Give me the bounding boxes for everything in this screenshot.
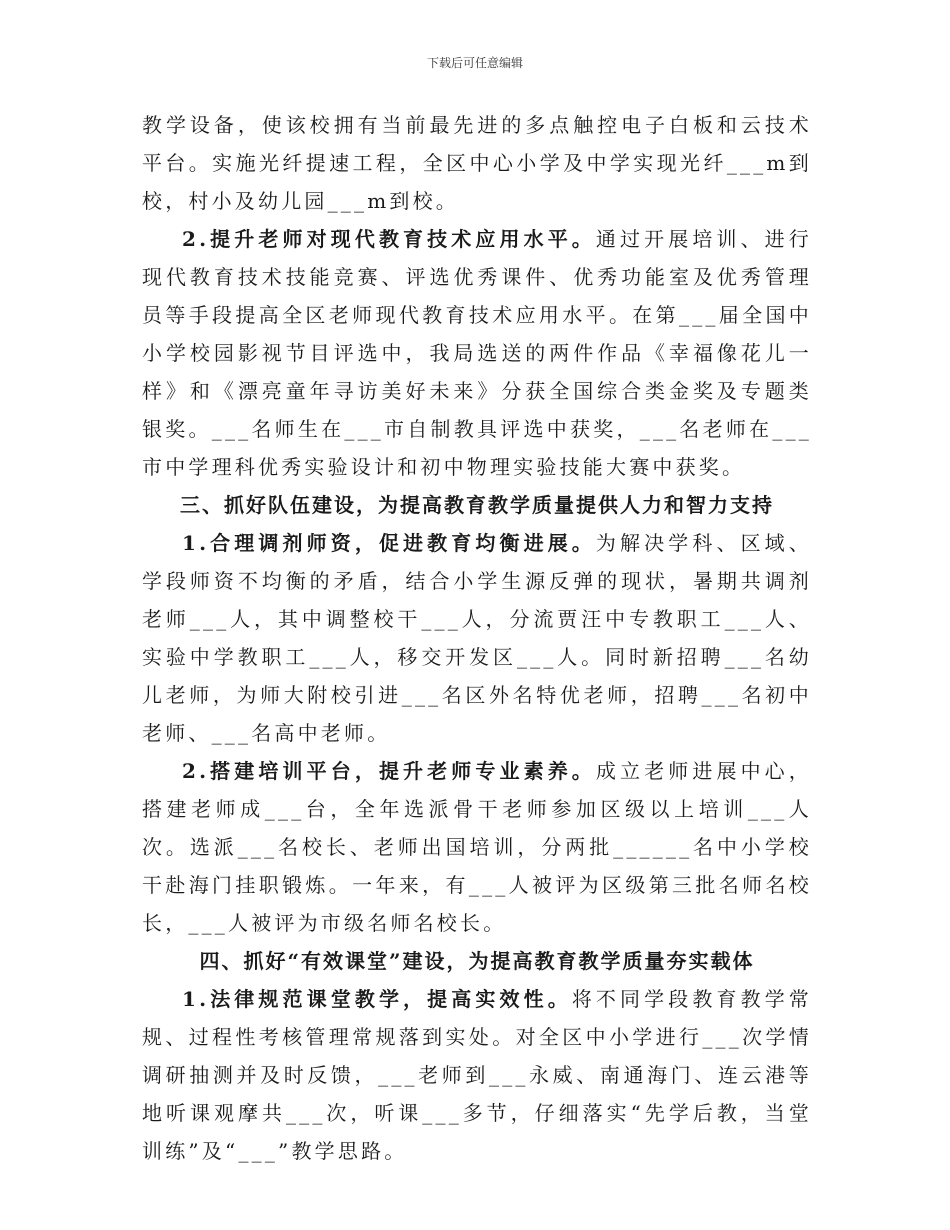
paragraph-classroom-title: 1.法律规范课堂教学，提高实效性。 [182, 987, 572, 1011]
paragraph-training [142, 752, 812, 942]
paragraph-classroom-text: 将不同学段教育教学常规、过程性考核管理常规落到实处。对全区中小学进行___次学情调研抽测并及时反馈，___老师到___永威、南通海门、连云港等地听课观摩共___次，听课___多节，仔细落实“先学后教，当堂训练”及“___”教学思路。 [142, 987, 813, 1163]
paragraph-teachers-text: 为解决学科、区域、学段师资不均衡的矛盾，结合小学生源反弹的现状，暑期共调剂老师___人，其中调整校干___人，分流贾汪中专教职工___人、实验中学教职工___人，移交开发区___人。同时新招聘___名幼儿老师，为师大附校引进___名区外名特优老师，招聘___名初中老师、___名高中老师。 [142, 531, 812, 745]
paragraph-training-text: 成立老师进展中心，搭建老师成___台，全年选派骨干老师参加区级以上培训___人次。选派___名校长、老师出国培训，分两批______名中小学校干赴海门挂职锻炼。一年来，有___人被评为区级第三批名师名校长，___人被评为市级名师名校长。 [142, 759, 812, 935]
paragraph-classroom [142, 980, 812, 1170]
paragraph-technology [142, 220, 812, 486]
section-heading-team: 三、抓好队伍建设，为提高教育教学质量提供人力和智力支持 [180, 493, 774, 517]
section-heading-classroom: 四、抓好“有效课堂”建设，为提高教育教学质量夯实载体 [199, 949, 755, 973]
paragraph-equipment: 教学设备，使该校拥有当前最先进的多点触控电子白板和云技术平台。实施光纤提速工程，全区中心小学及中学实现光纤___m到校，村小及幼儿园___m到校。 [142, 113, 812, 213]
paragraph-technology-title: 2.提升老师对现代教育技术应用水平。 [182, 227, 596, 251]
document-body [142, 106, 812, 1170]
paragraph-training-title: 2.搭建培训平台，提升老师专业素养。 [182, 759, 596, 783]
page-header-note: 下载后可任意编辑 [426, 56, 523, 70]
paragraph-teachers-title: 1.合理调剂师资，促进教育均衡进展。 [182, 531, 596, 555]
paragraph-technology-text: 通过开展培训、进行现代教育技术技能竞赛、评选优秀课件、优秀功能室及优秀管理员等手段提高全区老师现代教育技术应用水平。在第___届全国中小学校园影视节目评选中，我局选送的两件作品《幸福像花儿一样》和《漂亮童年寻访美好未来》分获全国综合类金奖及专题类银奖。___名师生在___市自制教具评选中获奖，___名老师在___市中学理科优秀实验设计和初中物理实验技能大赛中获奖。 [142, 227, 812, 479]
paragraph-teachers [142, 524, 812, 752]
